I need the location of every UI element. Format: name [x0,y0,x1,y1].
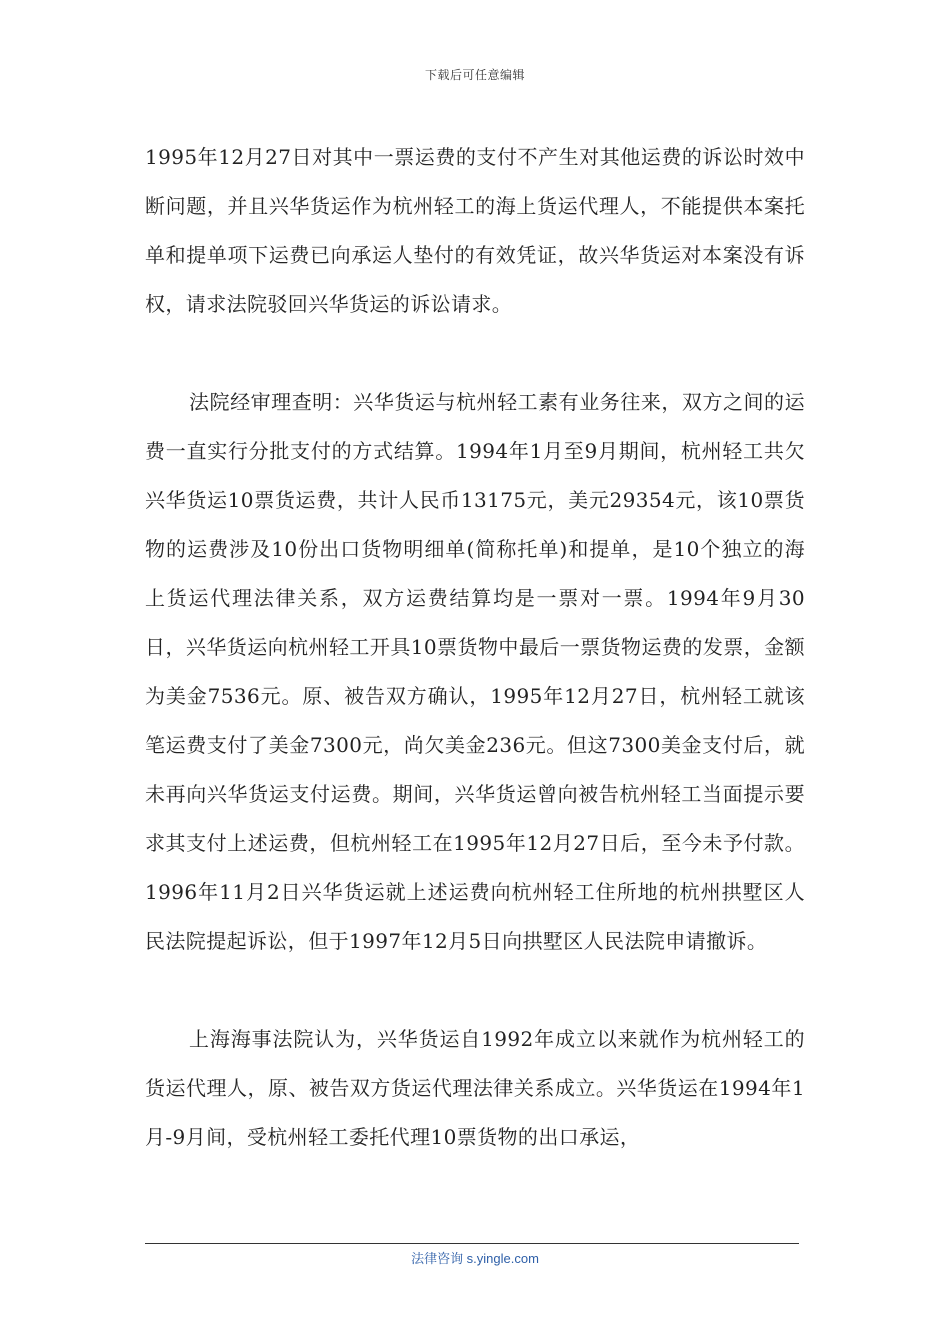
page-header [0,66,950,83]
paragraph-gap [145,329,805,378]
paragraph-continuation: 1995年12月27日对其中一票运费的支付不产生对其他运费的诉讼时效中断问题，并且兴华货运作为杭州轻工的海上货运代理人，不能提供本案托单和提单项下运费已向承运人垫付的有效凭证，故兴华货运对本案没有诉权，请求法院驳回兴华货运的诉讼请求。 [145,145,805,316]
footer-divider [145,1243,799,1244]
paragraph-gap [145,966,805,1015]
paragraph-court-findings: 法院经审理查明：兴华货运与杭州轻工素有业务往来，双方之间的运费一直实行分批支付的方式结算。1994年1月至9月期间，杭州轻工共欠兴华货运10票货运费，共计人民币13175元，美元29354元，该10票货物的运费涉及10份出口货物明细单(简称托单)和提单，是10个独立的海上货运代理法律关系，双方运费结算均是一票对一票。1994年9月30日，兴华货运向杭州轻工开具10票货物中最后一票货物运费的发票，金额为美金7536元。原、被告双方确认，1995年12月27日，杭州轻工就该笔运费支付了美金7300元，尚欠美金236元。但这7300美金支付后，就未再向兴华货运支付运费。期间，兴华货运曾向被告杭州轻工当面提示要求其支付上述运费，但杭州轻工在1995年12月27日后，至今未予付款。1996年11月2日兴华货运就上述运费向杭州轻工住所地的杭州拱墅区人民法院提起诉讼，但于1997年12月5日向拱墅区人民法院申请撤诉。 [145,390,805,953]
document-body [145,133,805,1162]
paragraph-court-opinion: 上海海事法院认为，兴华货运自1992年成立以来就作为杭州轻工的货运代理人，原、被告双方货运代理法律关系成立。兴华货运在1994年1月-9月间，受杭州轻工委托代理10票货物的出口承运， [145,1027,805,1149]
footer-link[interactable]: 法律咨询 s.yingle.com [411,1251,539,1266]
page-footer [0,1248,950,1267]
header-text: 下载后可任意编辑 [424,68,525,82]
